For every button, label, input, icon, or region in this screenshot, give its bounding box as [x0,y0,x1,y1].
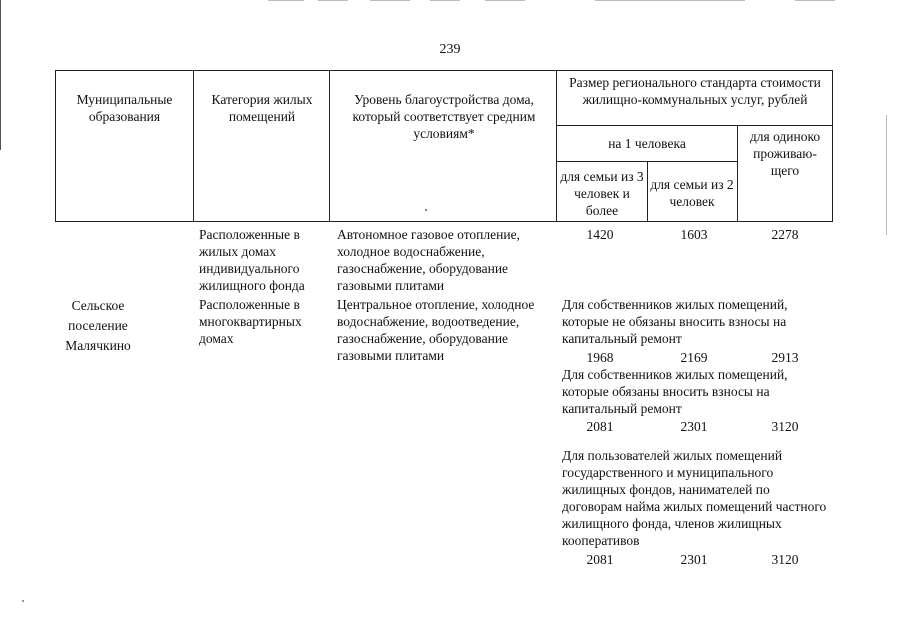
group3-value-single: 3120 [771,552,799,567]
group3-note: Для пользователей жилых помещений государственного и муниципального жилищных фондов, нанимателей по договорам найма жилых помещений частного жилищного фонда, членов жилищных кооперативов [562,448,827,548]
scan-speck [22,600,24,602]
table-right-border [832,70,833,222]
row1-value-family3: 1420 [586,227,614,242]
scan-edge [0,0,1,150]
group3-value-family2: 2301 [680,552,708,567]
scan-edge [886,115,887,235]
group1-value-single: 2913 [771,350,799,365]
header-bottom-border [55,221,833,222]
subheader-divider [556,125,832,126]
group1-value-family3: 1968 [586,350,614,365]
header-family3: для семьи из 3 человек и более [560,169,644,218]
row1-value-single: 2278 [771,227,799,242]
column-divider [556,70,557,222]
scan-artifact [318,0,348,1]
header-municipalities: Муниципальные образования [76,92,173,124]
scan-artifact [485,0,525,1]
scan-speck [425,209,427,211]
scan-artifact [430,0,460,1]
table-top-border [55,70,833,71]
header-per-person: на 1 человека [608,136,686,151]
municipality-name: Сельское поселение Малячкино [65,298,131,353]
scan-artifact [370,0,410,1]
column-divider [193,70,194,222]
row1-category: Расположенные в жилых домах индивидуального жилищного фонда [199,227,305,293]
header-family2: для семьи из 2 человек [650,177,734,209]
table-left-border [55,70,56,222]
scan-artifact [595,0,745,1]
column-divider [329,70,330,222]
group1-value-family2: 2169 [680,350,708,365]
group2-value-single: 3120 [771,419,799,434]
scan-artifact [268,0,304,1]
row1-level: Автономное газовое отопление, холодное водоснабжение, газоснабжение, оборудование газовыми плитами [337,227,520,293]
group2-note: Для собственников жилых помещений, которые обязаны вносить взносы на капитальный ремонт [562,367,788,416]
column-divider [737,125,738,222]
page-number: 239 [439,42,461,57]
scan-artifact [795,0,835,1]
header-category: Категория жилых помещений [211,92,313,124]
header-regional-standard: Размер регионального стандарта стоимости жилищно-коммунальных услуг, рублей [569,75,821,107]
group2-value-family3: 2081 [586,419,614,434]
header-single: для одиноко проживаю-щего [749,129,821,178]
row2-level: Центральное отопление, холодное водоснабжение, водоотведение, газоснабжение, оборудование газовыми плитами [337,297,535,363]
row2-category: Расположенные в многоквартирных домах [199,297,302,346]
group1-note: Для собственников жилых помещений, которые не обязаны вносить взносы на капитальный ремонт [562,297,788,346]
group2-value-family2: 2301 [680,419,708,434]
header-level: Уровень благоустройства дома, который соответствует средним условиям* [352,92,536,141]
row1-value-family2: 1603 [680,227,708,242]
group3-value-family3: 2081 [586,552,614,567]
